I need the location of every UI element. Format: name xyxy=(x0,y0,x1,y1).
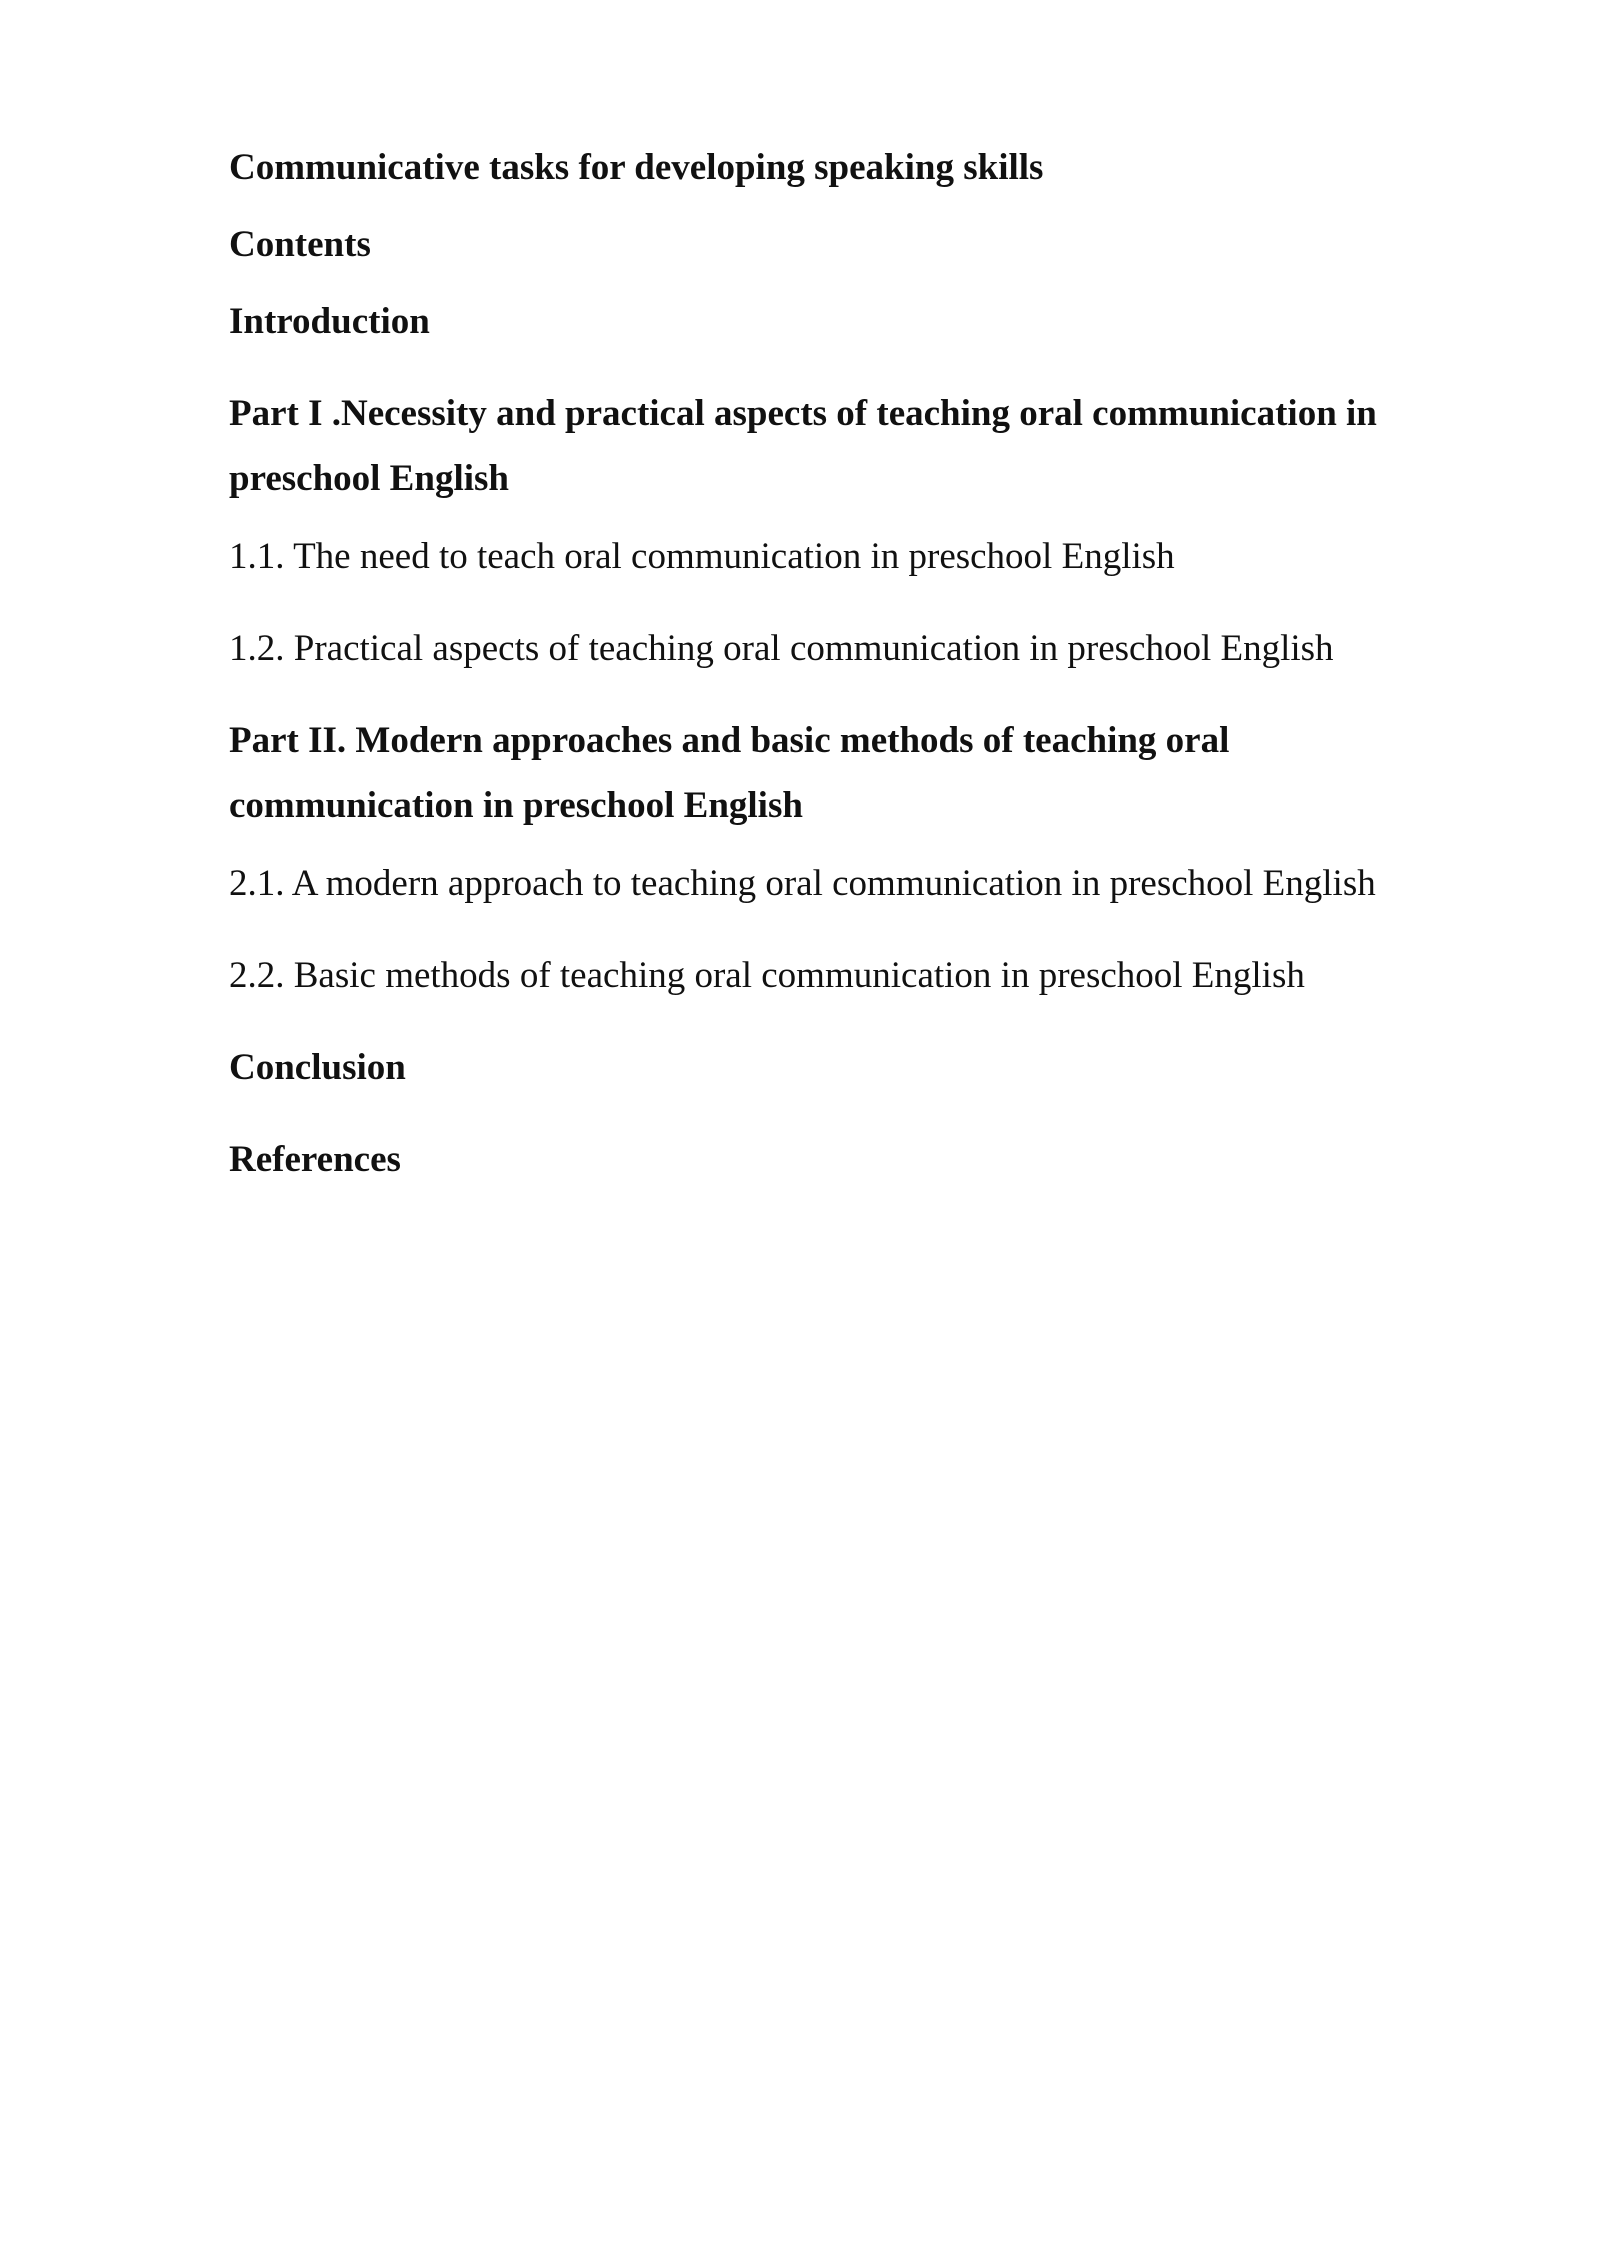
contents-heading: Contents xyxy=(229,224,371,265)
toc-part-1: Part I .Necessity and practical aspects of teaching oral communication in preschool English xyxy=(229,393,1377,499)
toc-item-1-1: 1.1. The need to teach oral communication in preschool English xyxy=(229,536,1175,577)
toc-item-2-1: 2.1. A modern approach to teaching oral communication in preschool English xyxy=(229,863,1376,904)
toc-item-2-2: 2.2. Basic methods of teaching oral communication in preschool English xyxy=(229,955,1305,996)
document-body xyxy=(229,145,1419,1183)
toc-introduction: Introduction xyxy=(229,301,430,342)
document-title: Communicative tasks for developing speaking skills xyxy=(229,147,1044,188)
toc-conclusion: Conclusion xyxy=(229,1047,406,1088)
toc-references: References xyxy=(229,1139,401,1180)
toc-part-2: Part II. Modern approaches and basic methods of teaching oral communication in preschool English xyxy=(229,720,1230,826)
toc-item-1-2: 1.2. Practical aspects of teaching oral communication in preschool English xyxy=(229,628,1334,669)
